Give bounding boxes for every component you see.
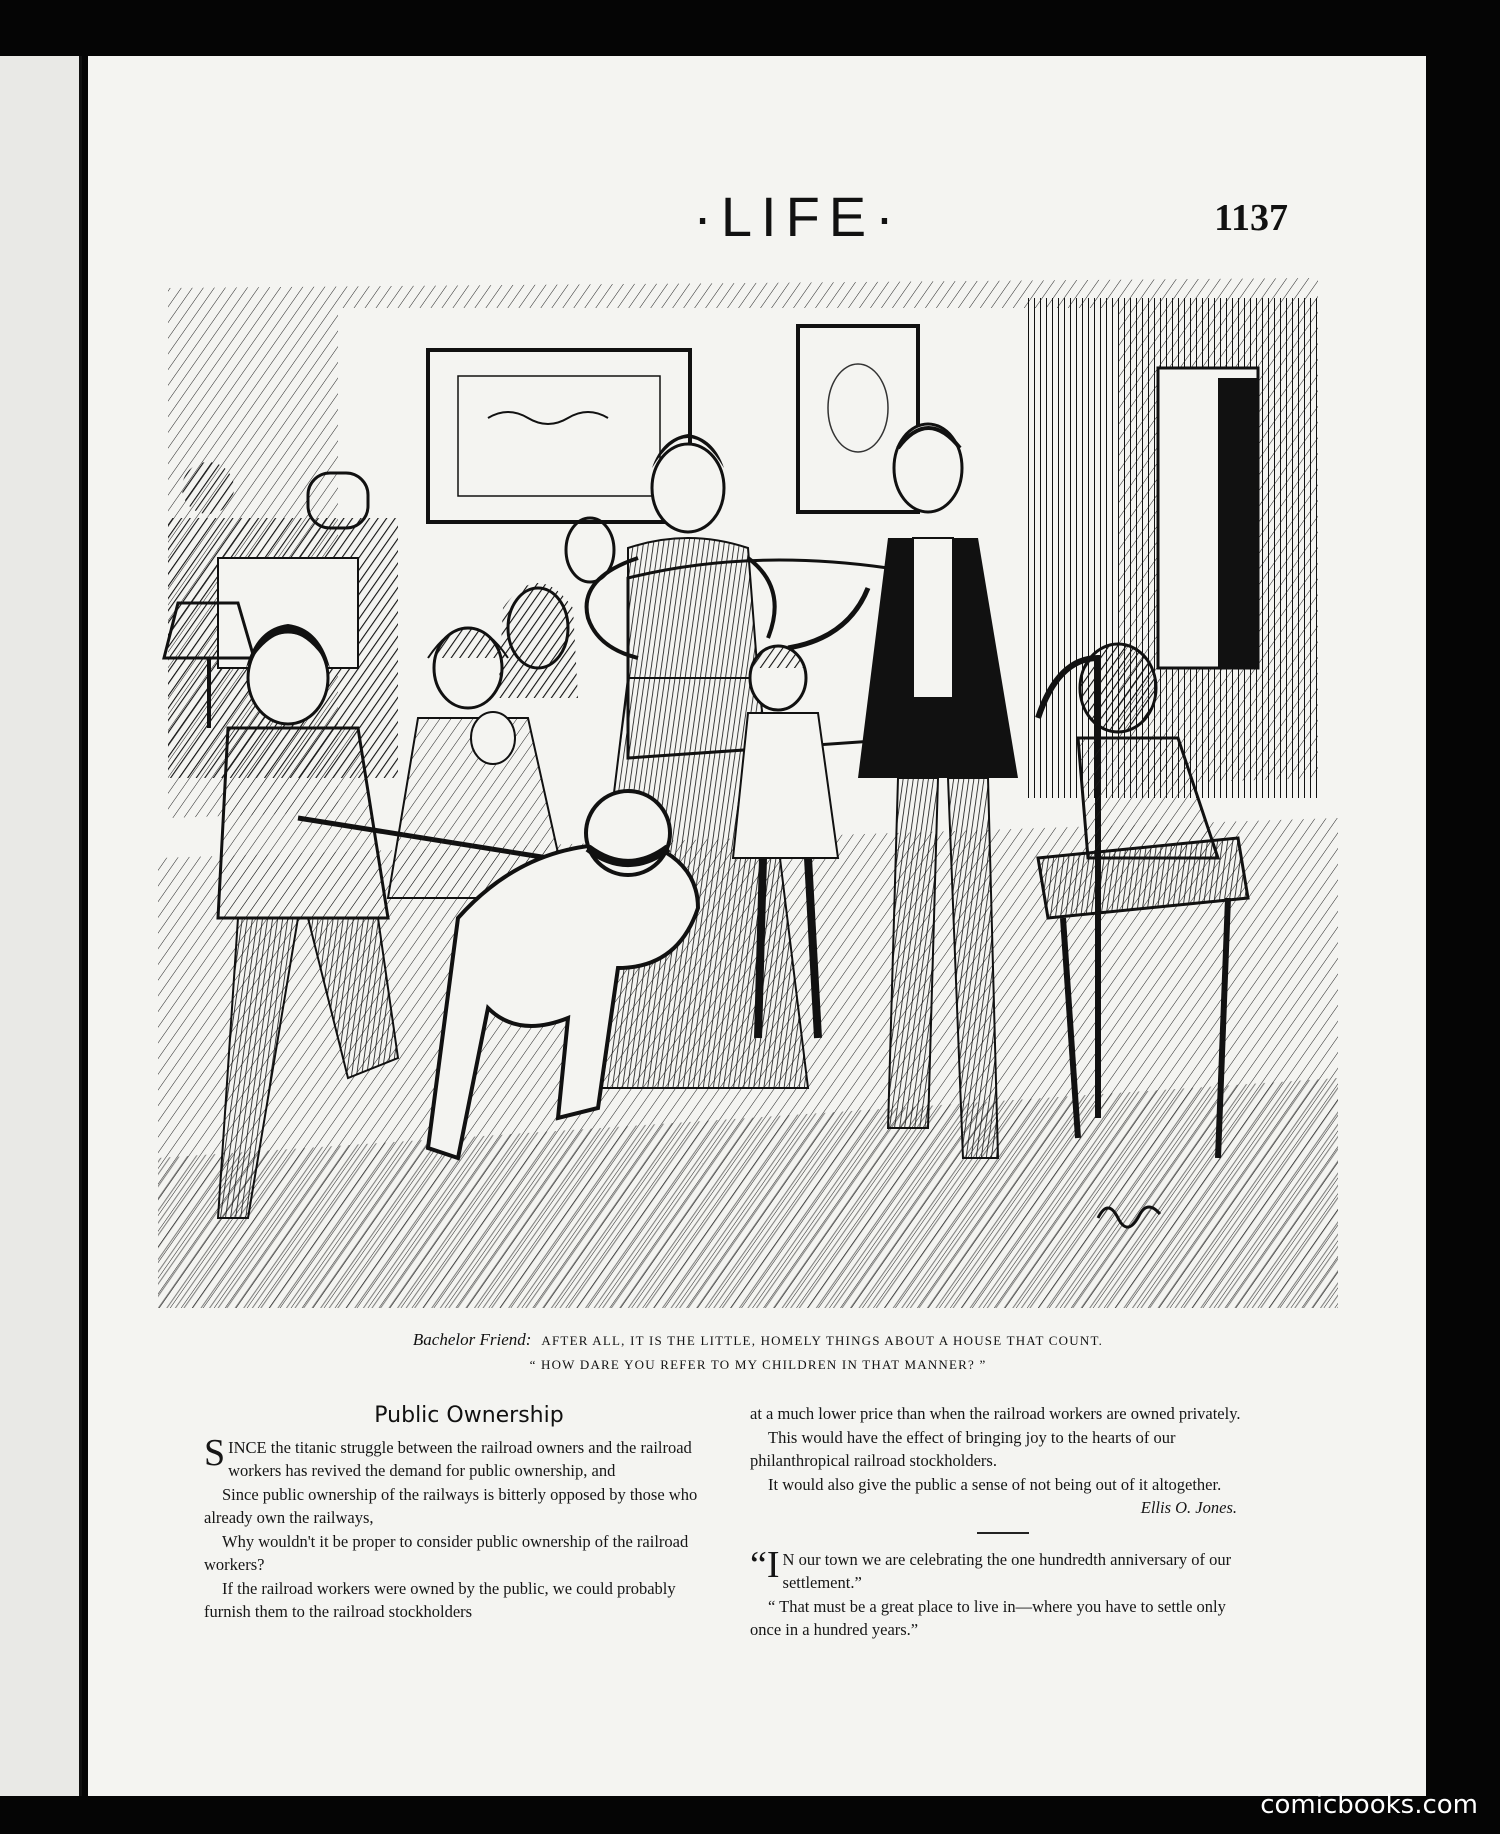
byline-row [750,1496,1255,1520]
article-paragraph-4: If the railroad workers were owned by the public, we could probably furnish them to the railroad stockholders [204,1578,676,1621]
facing-page-edge [0,56,82,1796]
article-column-right [750,1402,1255,1642]
page-number: 1137 [1214,197,1288,239]
doll [471,712,515,764]
magazine-page [88,56,1426,1796]
article-paragraph-3: Why wouldn't it be proper to consider public ownership of the railroad workers? [204,1531,689,1574]
article-paragraph-1-text: INCE the titanic struggle between the railroad owners and the railroad workers has revived the demand for public ownership, and [228,1437,692,1480]
section-divider [977,1532,1029,1534]
site-watermark: comicbooks.com [1260,1790,1478,1820]
article-paragraph-1 [204,1431,704,1483]
caption-line-1: AFTER ALL, IT IS THE LITTLE, HOMELY THINGS ABOUT A HOUSE THAT COUNT. [541,1333,1104,1348]
joke-paragraph-1-text: N our town we are celebrating the one hundredth anniversary of our settlement.” [782,1549,1232,1592]
cartoon-caption [248,1328,1268,1377]
magazine-title: ·LIFE· [693,185,903,248]
article-paragraph-7: It would also give the public a sense of not being out of it altogether. [768,1474,1222,1494]
closing-paragraph [750,1473,1255,1497]
article-column-left [204,1404,704,1624]
joke-paragraph-1 [750,1543,1255,1595]
caption-line-2: “ HOW DARE YOU REFER TO MY CHILDREN IN THAT MANNER? ” [529,1357,987,1372]
mantel-clock [182,462,234,514]
article-paragraph-6: This would have the effect of bringing joy to the hearts of our philanthropical railroad stockholders. [750,1427,1176,1470]
article-title: Public Ownership [374,1403,564,1428]
cartoon-illustration [158,258,1338,1308]
article-paragraph-5: at a much lower price than when the railroad workers are owned privately. [750,1404,1241,1423]
joke-paragraph-2: “ That must be a great place to live in—where you have to settle only once in a hundred years.” [750,1596,1226,1639]
joke-drop-cap: “I [750,1543,780,1586]
article-byline: Ellis O. Jones. [1140,1498,1237,1517]
drop-cap: S [204,1431,226,1474]
article-paragraph-2: Since public ownership of the railways is bitterly opposed by those who already own the railways, [204,1484,698,1527]
caption-speaker: Bachelor Friend: [412,1330,532,1349]
